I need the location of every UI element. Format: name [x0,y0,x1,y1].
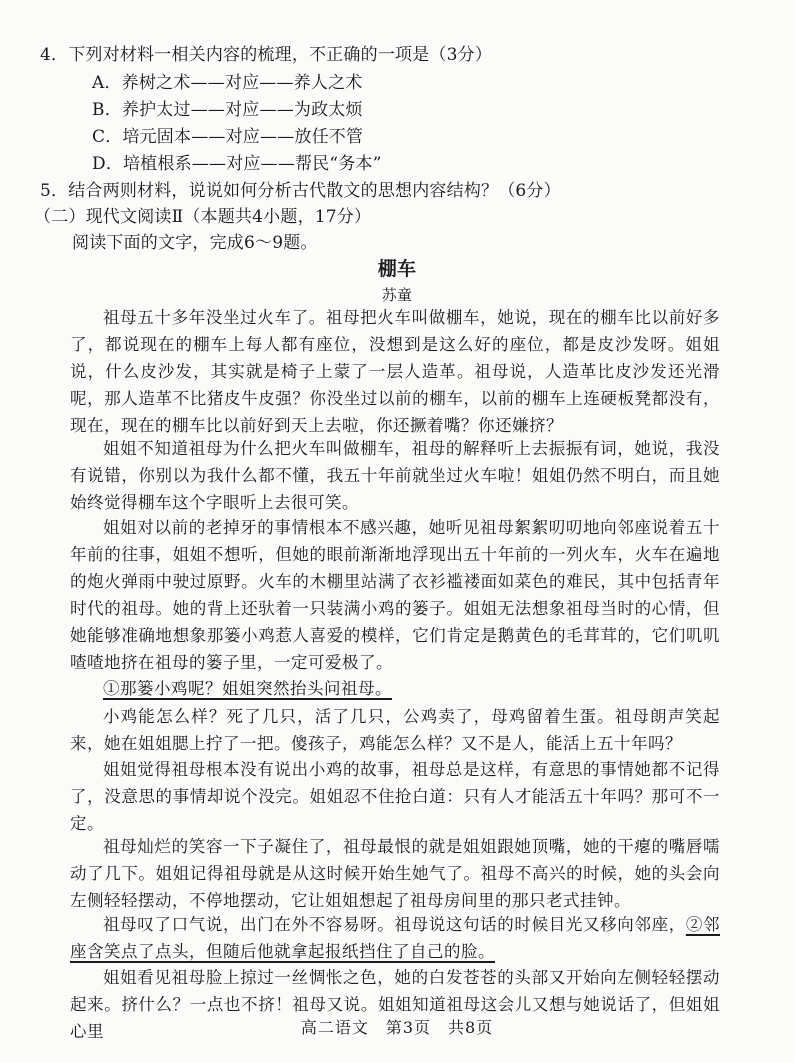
article-paragraph-4 [70,675,720,702]
article-paragraph-1: 祖母五十多年没坐过火车了。祖母把火车叫做棚车，她说，现在的棚车比以前好多了，都说现在的棚车上每人都有座位，没想到是这么好的座位，都是皮沙发呀。姐姐说，什么皮沙发，其实就是椅子上蒙了一层人造革。祖母说，人造革比皮沙发还光滑呢，那人造革不比猪皮牛皮强？你没坐过以前的棚车，以前的棚车上连硬板凳都没有，现在，现在的棚车比以前好到天上去啦，你还撅着嘴？你还嫌挤？ [70,308,720,435]
article-title: 棚车 [377,258,417,280]
article-paragraph-9: 姐姐看见祖母脸上掠过一丝惆怅之色，她的白发苍苍的头部又开始向左侧轻轻摆动起来。挤什么？一点也不挤！祖母又说。姐姐知道祖母这会儿又想与她说话了，但姐姐心里 [70,968,720,1041]
article-paragraph-2: 姐姐不知道祖母为什么把火车叫做棚车，祖母的解释听上去振振有词，她说，我没有说错，你别以为我什么都不懂，我五十年前就坐过火车啦！姐姐仍然不明白，而且她始终觉得棚车这个字眼听上去很可笑。 [70,439,720,512]
article-paragraph-6: 姐姐觉得祖母根本没有说出小鸡的故事，祖母总是这样，有意思的事情她都不记得了，没意思的事情却说个没完。姐姐忍不住抢白道：只有人才能活五十年吗？那可不一定。 [70,760,720,833]
question-4-option-d: D．培植根系——对应——帮民“务本” [92,154,382,174]
question-5: 5．结合两则材料，说说如何分析古代散文的思想内容结构？（6分） [40,181,561,201]
section-instruction: 阅读下面的文字，完成6～9题。 [72,233,318,253]
question-4-option-c: C．培元固本——对应——放任不管 [92,127,364,147]
question-4: 4．下列对材料一相关内容的梳理，不正确的一项是（3分） [40,45,493,65]
section-heading: （二）现代文阅读Ⅱ（本题共4小题，17分） [34,207,372,227]
underlined-sentence-1: ①那篓小鸡呢？姐姐突然抬头问祖母。 [103,679,392,698]
article-paragraph-7: 祖母灿烂的笑容一下子凝住了，祖母最恨的就是姐姐跟她顶嘴，她的干瘪的嘴唇嚅动了几下。姐姐记得祖母就是从这时候开始生她气了。祖母不高兴的时候，她的头会向左侧轻轻摆动，不停地摆动，它让姐姐想起了祖母房间里的那只老式挂钟。 [70,837,720,910]
underlined-sentence-2: ②邻座含笑点了点头，但随后他就拿起报纸挡住了自己的脸。 [70,915,721,961]
article-paragraph-8 [70,911,720,965]
article-paragraph-5: 小鸡能怎么样？死了几只，活了几只，公鸡卖了，母鸡留着生蛋。祖母朗声笑起来，她在姐姐腮上拧了一把。傻孩子，鸡能怎么样？又不是人，能活上五十年吗？ [70,707,720,753]
question-4-option-a: A．养树之术——对应——养人之术 [92,73,363,93]
page-footer: 高二语文 第3页 共8页 [300,1018,494,1037]
question-4-option-b: B．养护太过——对应——为政太烦 [92,100,363,120]
paragraph-8-text: 祖母叹了口气说，出门在外不容易呀。祖母说这句话的时候目光又移向邻座， [103,915,686,934]
article-author: 苏童 [381,286,413,304]
article-paragraph-3: 姐姐对以前的老掉牙的事情根本不感兴趣，她听见祖母絮絮叨叨地向邻座说着五十年前的往事，姐姐不想听，但她的眼前渐渐地浮现出五十年前的一列火车，火车在遍地的炮火弹雨中驶过原野。火车的木棚里站满了衣衫褴褛面如菜色的难民，其中包括青年时代的祖母。她的背上还驮着一只装满小鸡的篓子。姐姐无法想象祖母当时的心情，但她能够准确地想象那篓小鸡惹人喜爱的模样，它们肯定是鹅黄色的毛茸茸的，它们叽叽喳喳地挤在祖母的篓子里，一定可爱极了。 [70,518,720,672]
